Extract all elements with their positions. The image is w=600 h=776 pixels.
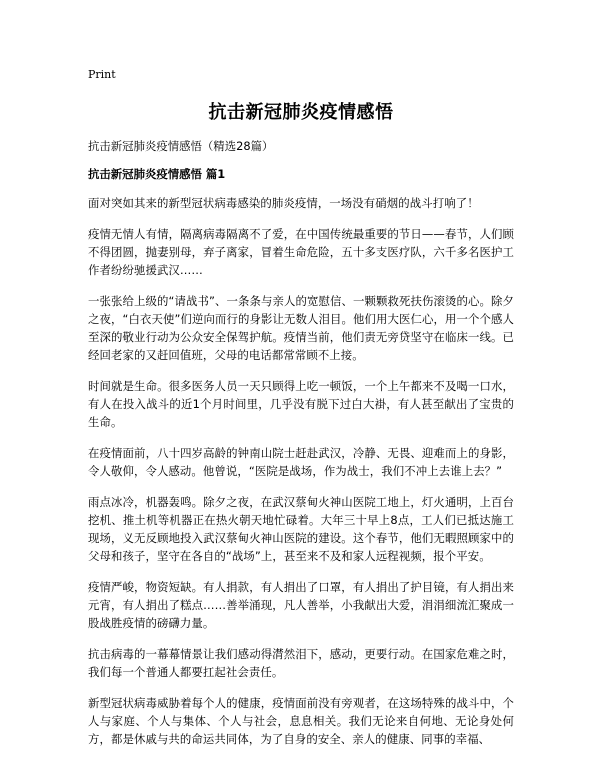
paragraph: 新型冠状病毒威胁着每个人的健康，疫情面前没有旁观者，在这场特殊的战斗中，个人与家庭、个人与集体、个人与社会，息息相关。我们无论来自何地、无论身处何方，都是休戚与共的命运共同体，为了自身的安全、亲人的健康、同事的幸福、 [88, 696, 514, 746]
page-title: 抗击新冠肺炎疫情感悟 [208, 102, 394, 123]
paragraph: 疫情无情人有情，隔离病毒隔离不了爱，在中国传统最重要的节日——春节，人们顾不得团圆，抛妻别母，弃子离家，冒着生命危险，五十多支医疗队，六千多名医护工作者纷纷驰援武汉…… [88, 227, 514, 277]
paragraph: 一张张给上级的“请战书”、一条条与亲人的宽慰信、一颗颗救死扶伤滚烫的心。除夕之夜，“白衣天使”们逆向而行的身影让无数人泪目。他们用大医仁心，用一个个感人至深的敬业行动为公众安全保驾护航。疫情当前，他们责无旁贷坚守在临床一线。已经回老家的又赶回值班，父母的电话都常常顾不上接。 [88, 294, 514, 362]
paragraph: 时间就是生命。很多医务人员一天只顾得上吃一顿饭，一个上午都来不及喝一口水，有人在投入战斗的近1个月时间里，几乎没有脱下过白大褂，有人甚至献出了宝贵的生命。 [88, 379, 514, 429]
section-heading: 抗击新冠肺炎疫情感悟 篇1 [88, 167, 226, 181]
paragraph: 在疫情面前，八十四岁高龄的钟南山院士赶赴武汉，冷静、无畏、迎难而上的身影，令人敬仰，令人感动。他曾说，“医院是战场，作为战士，我们不冲上去谁上去？” [88, 446, 514, 478]
document-page [88, 68, 514, 761]
paragraph: 雨点冰冷，机器轰鸣。除夕之夜，在武汉蔡甸火神山医院工地上，灯火通明，上百台挖机、推土机等机器正在热火朝天地忙碌着。大年三十早上8点，工人们已抵达施工现场，义无反顾地投入武汉蔡甸火神山医院的建设。这个春节，他们无暇照顾家中的父母和孩子，坚守在各自的“战场”上，甚至来不及和家人远程视频，报个平安。 [88, 495, 514, 563]
paragraph: 面对突如其来的新型冠状病毒感染的肺炎疫情，一场没有硝烟的战斗打响了！ [88, 196, 479, 210]
document-subtitle: 抗击新冠肺炎疫情感悟（精选28篇） [88, 139, 274, 153]
print-link[interactable]: Print [88, 68, 116, 81]
paragraph: 疫情严峻，物资短缺。有人捐款，有人捐出了口罩，有人捐出了护目镜，有人捐出来元宵，有人捐出了糕点……善举涌现，凡人善举，小我献出大爱，涓涓细流汇聚成一股战胜疫情的磅礴力量。 [88, 580, 514, 630]
paragraph: 抗击病毒的一幕幕情景让我们感动得潸然泪下，感动，更要行动。在国家危难之时，我们每一个普通人都要扛起社会责任。 [88, 647, 514, 679]
